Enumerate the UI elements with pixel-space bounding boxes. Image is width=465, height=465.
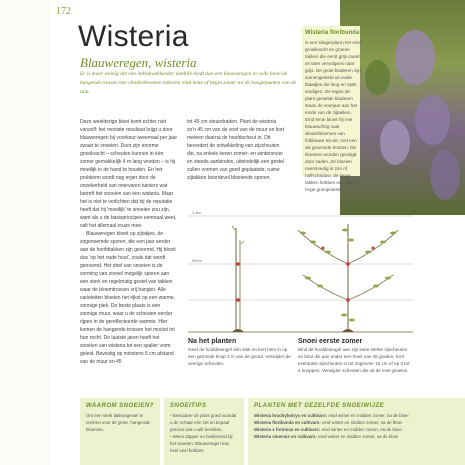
box-title: WAAROM SNOEIEN? <box>86 403 154 409</box>
page-title: Wisteria <box>78 20 189 53</box>
intro-text: Er is maar weinig dat een indrukwekkender aanblik biedt dan een blauweregen in volle bloei de hangende trossen met vlinderbloemen behoren eind lente of begin zomer tot de hoogtepunten van de tuin. <box>80 71 297 96</box>
pruning-tips-box <box>164 398 244 465</box>
caption-text: Bind de hoofdstengel aan zijn twee sterke zijscheuten en bind die aan onder een hoek van 45 graden. Kort eventuele zijscheuten in tot ongeveer 15 cm of op 3 tot 4 knoppen. Verwijder scheuten die uit de voet groeien. <box>298 347 410 373</box>
body-paragraph: tot 45 cm steundraden. Plant de wisteria zo'n 45 cm van de voet van de muur en kort meteen daarna de hoofdscheut in. Dit bevordert de ontwikkeling van zijscheuten die, na enkele keren zomer- en wintersnoei en steeds aanbinden, uiteindelijk een gestel zullen vormen van goed geplaatste, ruime zijtakken boordevol bloeiende sporen. <box>187 119 285 181</box>
box-body: Om een sterk takkengestel te creëren voor de grote, hangende bloemen. <box>86 413 150 432</box>
pruning-diagram <box>188 200 413 340</box>
plant-item: Wisteria floribunda en cultivars: eind winter en midden zomer, na de bloei <box>254 420 403 425</box>
caption-first-summer <box>298 338 413 374</box>
sidebar-title: Wisteria floribunda <box>305 30 360 36</box>
caption-title: Snoei eerste zomer <box>298 338 363 345</box>
box-body <box>164 412 244 454</box>
why-prune-box <box>80 398 160 465</box>
box-title: PLANTEN MET DEZELFDE SNOEIWIJZE <box>254 403 385 409</box>
page-subtitle: Blauweregen, wisteria <box>80 55 197 70</box>
young-plant-illustration <box>232 226 244 332</box>
margin-strip <box>0 0 50 465</box>
box-title: SNOEITIPS <box>170 403 207 409</box>
caption-after-planting <box>188 338 293 367</box>
tip-item: • Bestudeer de plant goed voordat u de schaar erin zet en bepaal precies wat u wilt bereiken. <box>170 413 237 432</box>
sidebar <box>305 30 361 193</box>
body-column-2 <box>187 118 285 182</box>
height-label-mid: 90cm <box>192 258 202 263</box>
similar-plants-box <box>248 398 465 465</box>
sidebar-body: is een slingerplant met veel groeikracht en groene takken die eerst grijs-zwart en later vervolgens naar grijs. De grote bladeren zijn samengesteld uit ovale blaadjes die lang en spits eindigen. De tegen de plant gestelde bladeren staan de voorjaar aan het einde van de zijtakken. Eind lente bloeit hij met blauwachtig naar vlinderbloemen van felblauwe tot wit, met een wit geurende trossen. De bloemen worden gevolgd door zaden. Ze bloeien overvloedig in zon of halfschaduw; de lange takken hebben een zeer hoge groeipotentie. <box>305 40 361 192</box>
body-paragraph: Blauweregen bloeit op zijtakjes, de zogenoemde sporen, die een jaar eerder aan de hoofdtakken zijn gevormd. Hij bloeit dus 'op het oude hout', zoals dat wordt genoemd. Het doel van snoeien is de vorming van zoveel mogelijk sporen aan een sterk en regelmatig gestel van takken waar de bloemtrossen vrij hangen. Alle varieteiten bloeien het rijkst op een warme, zonnige plek. De beste plaats is een zonnige muur, waar u de scheuten eerder rijpen in de gereflecteerde warmte. Hier komen de hangende trossen het mooist tot hun recht. De laatste jaren heeft het snoeien van wisteria tot een spalier vorm geleid. Bevestig op minstens 5 cm afstand van de muur en 45 <box>80 231 176 365</box>
page-number: 172 <box>56 6 71 17</box>
plant-item: Wisteria brachybotrys en cultivars: eind winter en midden zomer, na de bloei <box>254 413 409 418</box>
plant-item: Wisteria sinensis en cultivars: eind winter en midden zomer, na de bloei <box>254 434 399 439</box>
plant-item: Wisteria x formosa en cultivars: eind winter en midden zomer, na de bloei <box>254 427 402 432</box>
body-column-1 <box>80 118 178 366</box>
first-summer-illustration <box>298 224 398 332</box>
caption-text: Geef de hoofdstengel één stok en kort hem in op een gezonde knop 1 m van de grond. Verwijder de overige scheuten. <box>188 347 291 366</box>
box-body <box>248 412 465 440</box>
height-label-top: 1,8m <box>192 210 201 215</box>
body-paragraph: Deze weelderige bloei komt echter niet vanzelf: het mooiste resultaat krijgt u door blauweregen bij voorkeur tweemaal per jaar zwaar te snoeien. Door zijn enorme groeikracht – scheuten kunnen in één zomer gemakkelijk 4 m lang worden – is hij moeilijk in de hand te houden. En het probleem wordt nog erger door de onzekerheid van onervaren tuiniers wat betreft het snoeien van een wisteria. Maar het is niet te verlichten dat hij de reputatie heeft dat hij 'moeilijk' te snoeien zou zijn, want als u de basisprincipes eenmaal weet, valt het allemaal reuze mee. <box>80 119 177 229</box>
caption-title: Na het planten <box>188 338 237 345</box>
tip-item: • Wees dapper en beslissend bij het snoeien: Blauweregen kan heel veel hebben. <box>170 434 233 453</box>
